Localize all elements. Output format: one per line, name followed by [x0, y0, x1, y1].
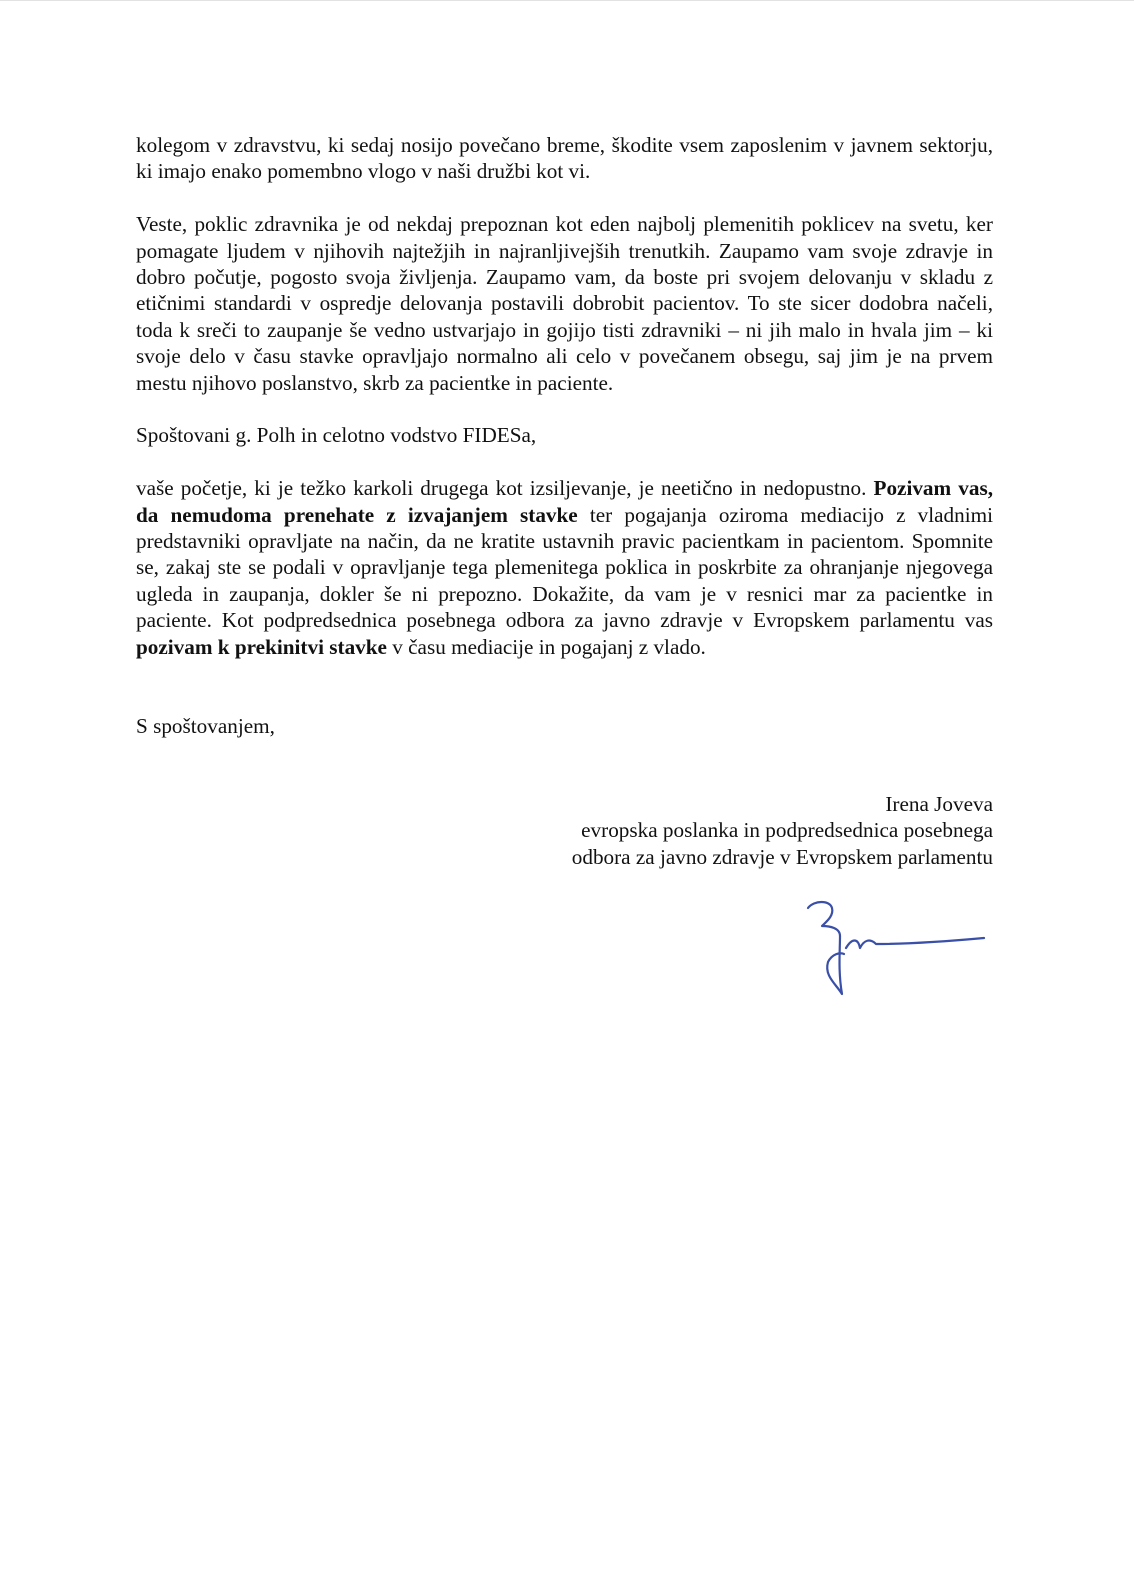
signer-title-line-2: odbora za javno zdravje v Evropskem parlamentu	[571, 844, 993, 869]
signer-title-line-1: evropska poslanka in podpredsednica posebnega	[581, 818, 993, 843]
paragraph-appeal	[136, 475, 993, 660]
appeal-text-3: v času mediacije in pogajanj z vlado.	[386, 634, 706, 659]
paragraph-physician-calling: Veste, poklic zdravnika je od nekdaj prepoznan kot eden najbolj plemenitih poklicev na svetu, ker pomagate ljudem v njihovih najtežjih in najranljivejših trenutkih. Zaupamo vam svoje zdravje in dobro počutje, pogosto svoja življenja. Zaupamo vam, da boste pri svojem delovanju v skladu z etičnimi standardi v ospredje delovanja postavili dobrobit pacientov. To ste sicer dodobra načeli, toda k sreči to zaupanje še vedno ustvarjajo in gojijo tisti zdravniki – ni jih malo in hvala jim – ki svoje delo v času stavke opravljajo normalno ali celo v povečanem obsegu, saj jim je na prvem mestu njihovo poslanstvo, skrb za pacientke in paciente.	[136, 212, 993, 395]
closing-phrase: S spoštovanjem,	[136, 713, 275, 738]
appeal-bold-2: pozivam k prekinitvi stavke	[136, 634, 387, 659]
salutation: Spoštovani g. Polh in celotno vodstvo FIDESa,	[136, 423, 537, 448]
appeal-bold-1: Pozivam vas, da nemudoma prenehate z izvajanjem stavke	[136, 476, 993, 527]
signature-stroke-j	[808, 902, 844, 994]
appeal-text-1: vaše početje, ki je težko karkoli drugega kot izsiljevanje, je neetično in nedopustno.	[136, 476, 874, 501]
signer-name: Irena Joveva	[885, 792, 993, 816]
letter-body	[136, 132, 993, 766]
appeal-text-2: ter pogajanja oziroma mediacijo z vladnimi predstavniki opravljate na način, da ne kratite ustavnih pravic pacientkam in pacientom. Spomnite se, zakaj ste se podali v opravljanje tega plemenitega poklica in poskrbite za ohranjanje njegovega ugleda in zaupanja, dokler še ni prepozno. Dokažite, da vam je v resnici mar za pacientke in paciente. Kot podpredsednica posebnega odbora za javno zdravje v Evropskem parlamentu vas	[136, 502, 993, 633]
signature-stroke-tail	[846, 938, 984, 948]
signature-block	[500, 791, 993, 870]
handwritten-signature	[800, 896, 990, 1001]
paragraph-continuation: kolegom v zdravstvu, ki sedaj nosijo povečano breme, škodite vsem zaposlenim v javnem sektorju, ki imajo enako pomembno vlogo v naši družbi kot vi.	[136, 133, 993, 184]
